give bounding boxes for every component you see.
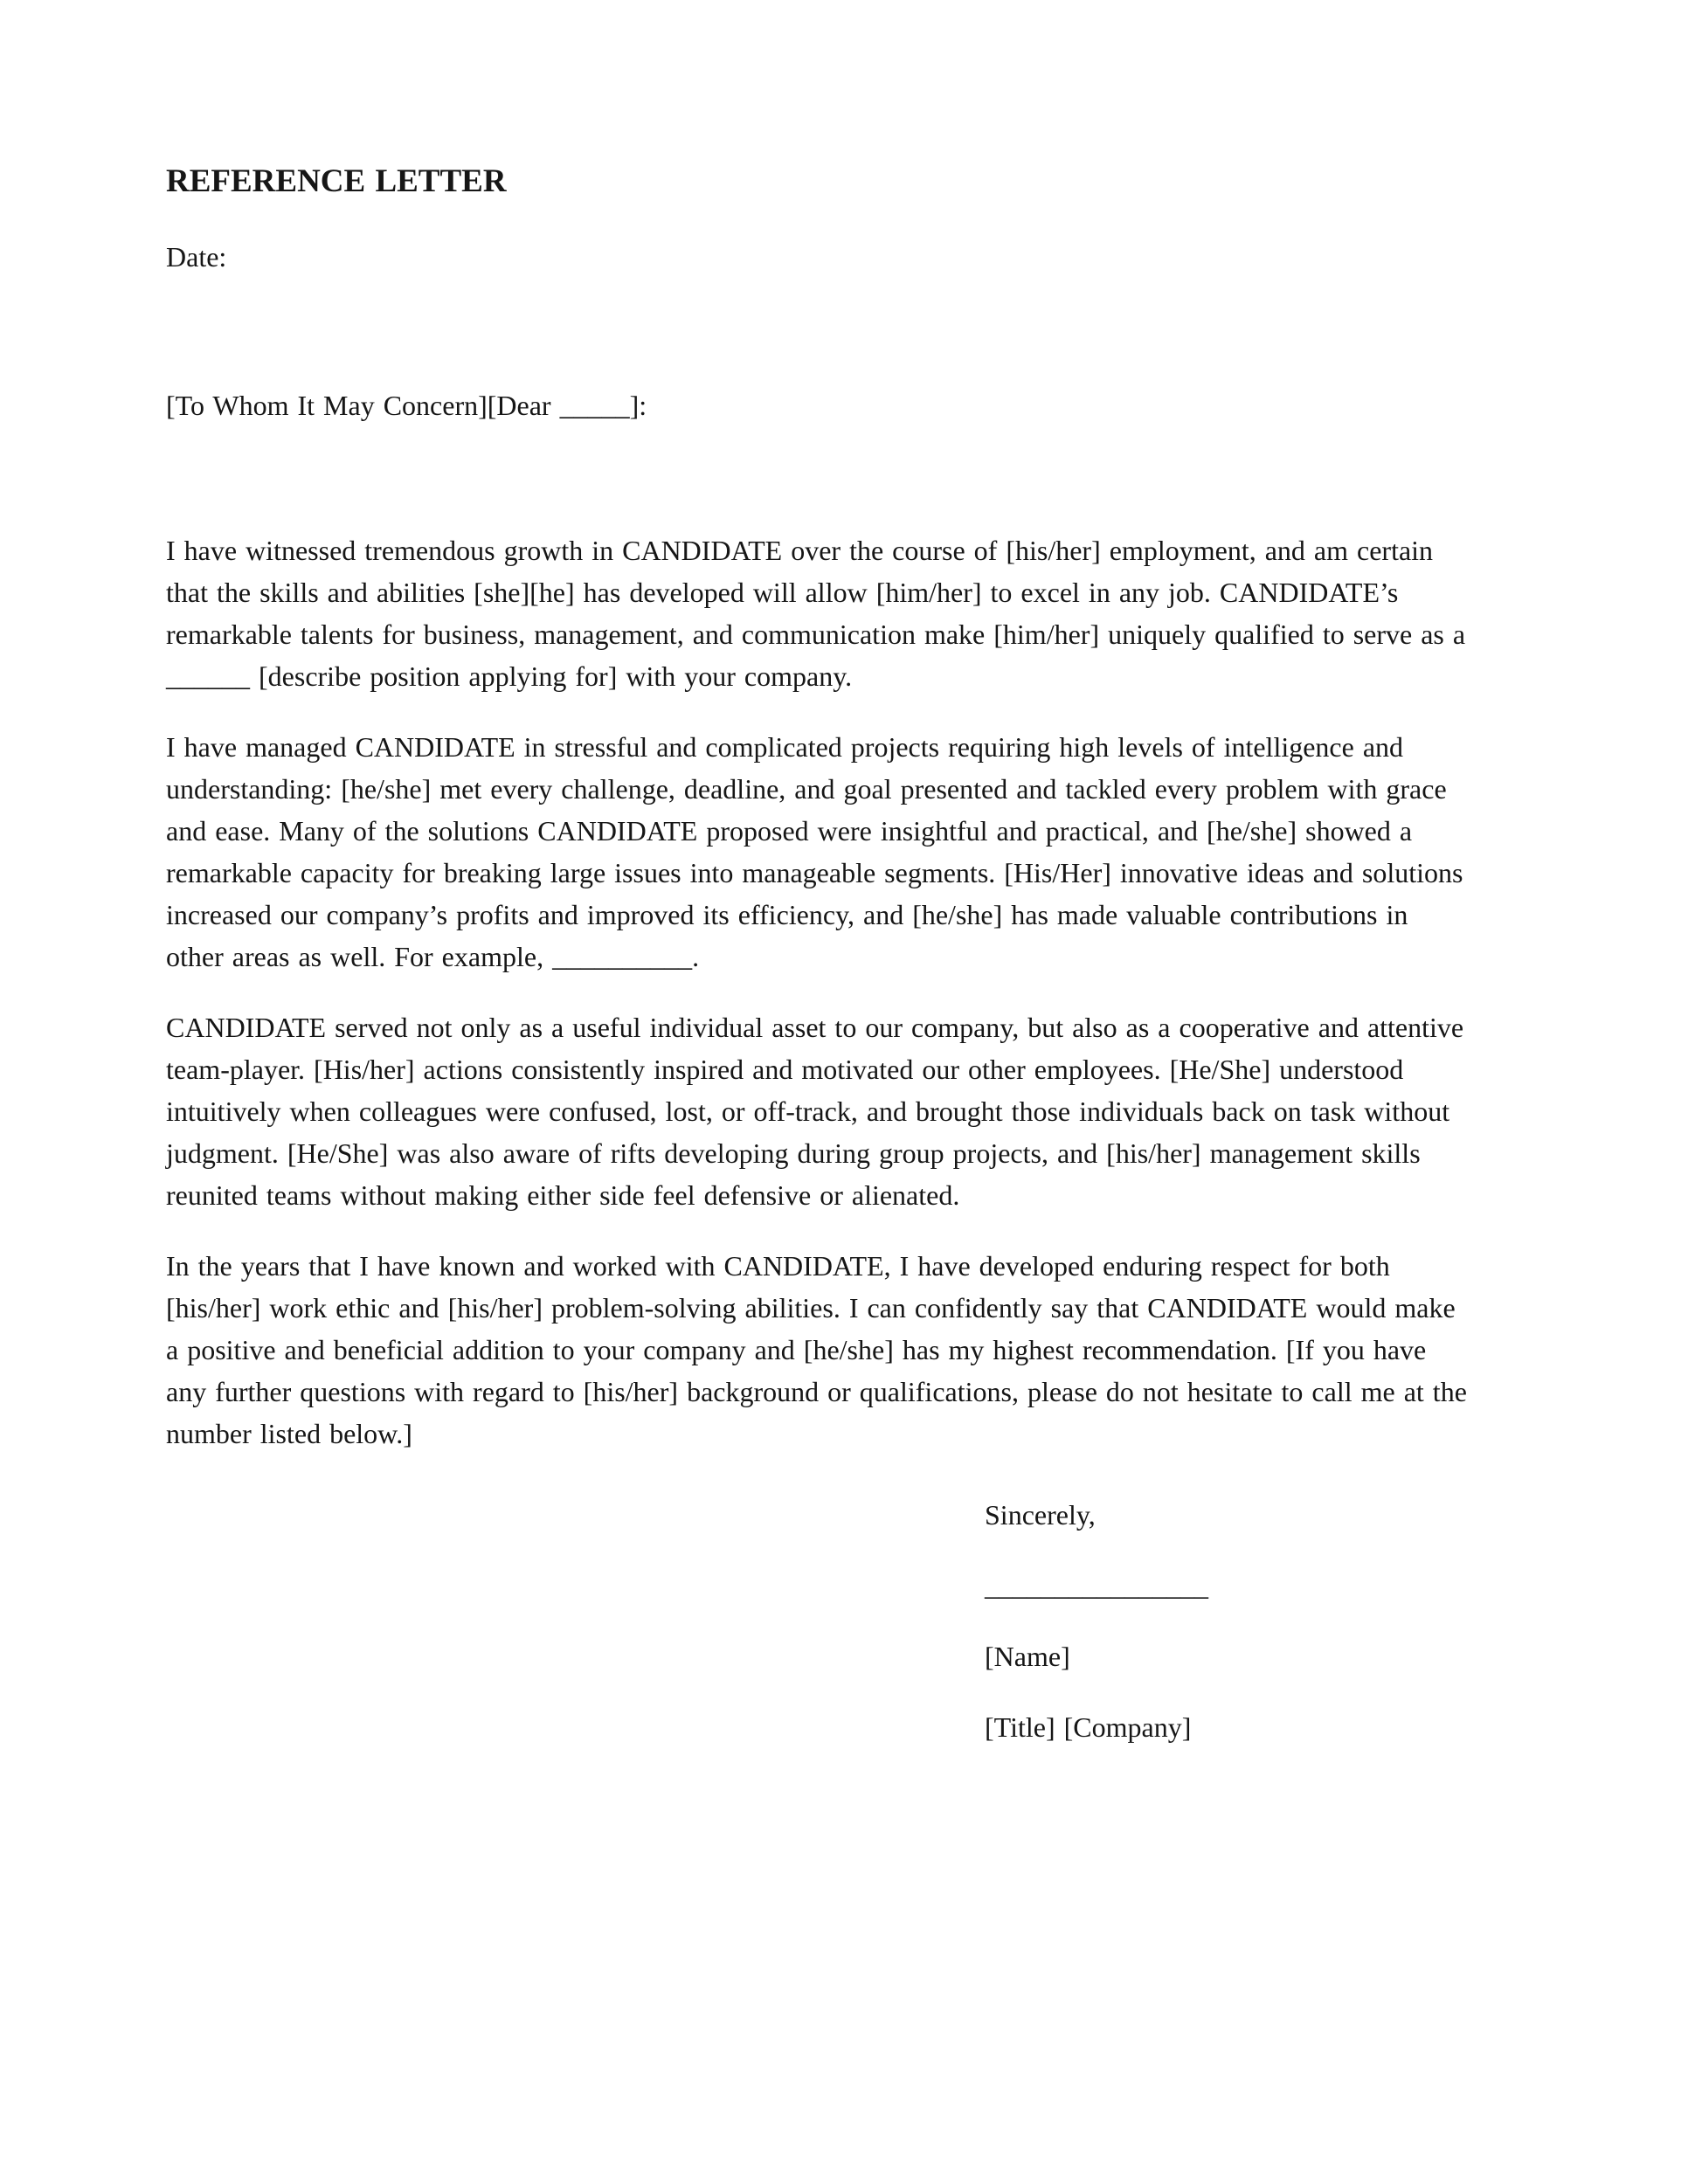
signer-name-placeholder: [Name] — [985, 1641, 1070, 1672]
paragraph-growth: I have witnessed tremendous growth in CANDIDATE over the course of [his/her] employment, and am certain that the skills and abilities [she][he] has developed will allow [him/her] to excel in any job. CANDIDATE’s remarkable talents for business, management, and communication make [him/her] uniquely qualified to serve as a ______ [describe position applying for] with your company. — [166, 535, 1466, 692]
signer-title-company-placeholder: [Title] [Company] — [985, 1711, 1192, 1743]
signature-line: ________________ — [985, 1570, 1208, 1601]
date-label: Date: — [166, 241, 227, 273]
paragraph-recommendation: In the years that I have known and worked with CANDIDATE, I have developed enduring respect for both [his/her] work ethic and [his/her] problem-solving abilities. I can confidently say that CANDIDATE would make a positive and beneficial addition to your company and [he/she] has my highest recommendation. [If you have any further questions with regard to [his/her] background or qualifications, please do not hesitate to call me at the number listed below.] — [166, 1250, 1467, 1449]
paragraph-team-player: CANDIDATE served not only as a useful individual asset to our company, but also as a cooperative and attentive team-player. [His/her] actions consistently inspired and motivated our other employees. [He/She] understood intuitively when colleagues were confused, lost, or off-track, and brought those individuals back on task without judgment. [He/She] was also aware of rifts developing during group projects, and [his/her] management skills reunited teams without making either side feel defensive or alienated. — [166, 1012, 1464, 1211]
closing-block — [985, 1494, 1471, 1748]
signoff-text: Sincerely, — [985, 1499, 1096, 1531]
salutation-line: [To Whom It May Concern][Dear _____]: — [166, 390, 647, 421]
paragraph-managed: I have managed CANDIDATE in stressful and complicated projects requiring high levels of intelligence and understanding: [he/she] met every challenge, deadline, and goal presented and tackled every problem with grace and ease. Many of the solutions CANDIDATE proposed were insightful and practical, and [he/she] showed a remarkable capacity for breaking large issues into manageable segments. [His/Her] innovative ideas and solutions increased our company’s profits and improved its efficiency, and [he/she] has made valuable contributions in other areas as well. For example, __________. — [166, 731, 1463, 972]
letter-title: REFERENCE LETTER — [166, 163, 507, 199]
